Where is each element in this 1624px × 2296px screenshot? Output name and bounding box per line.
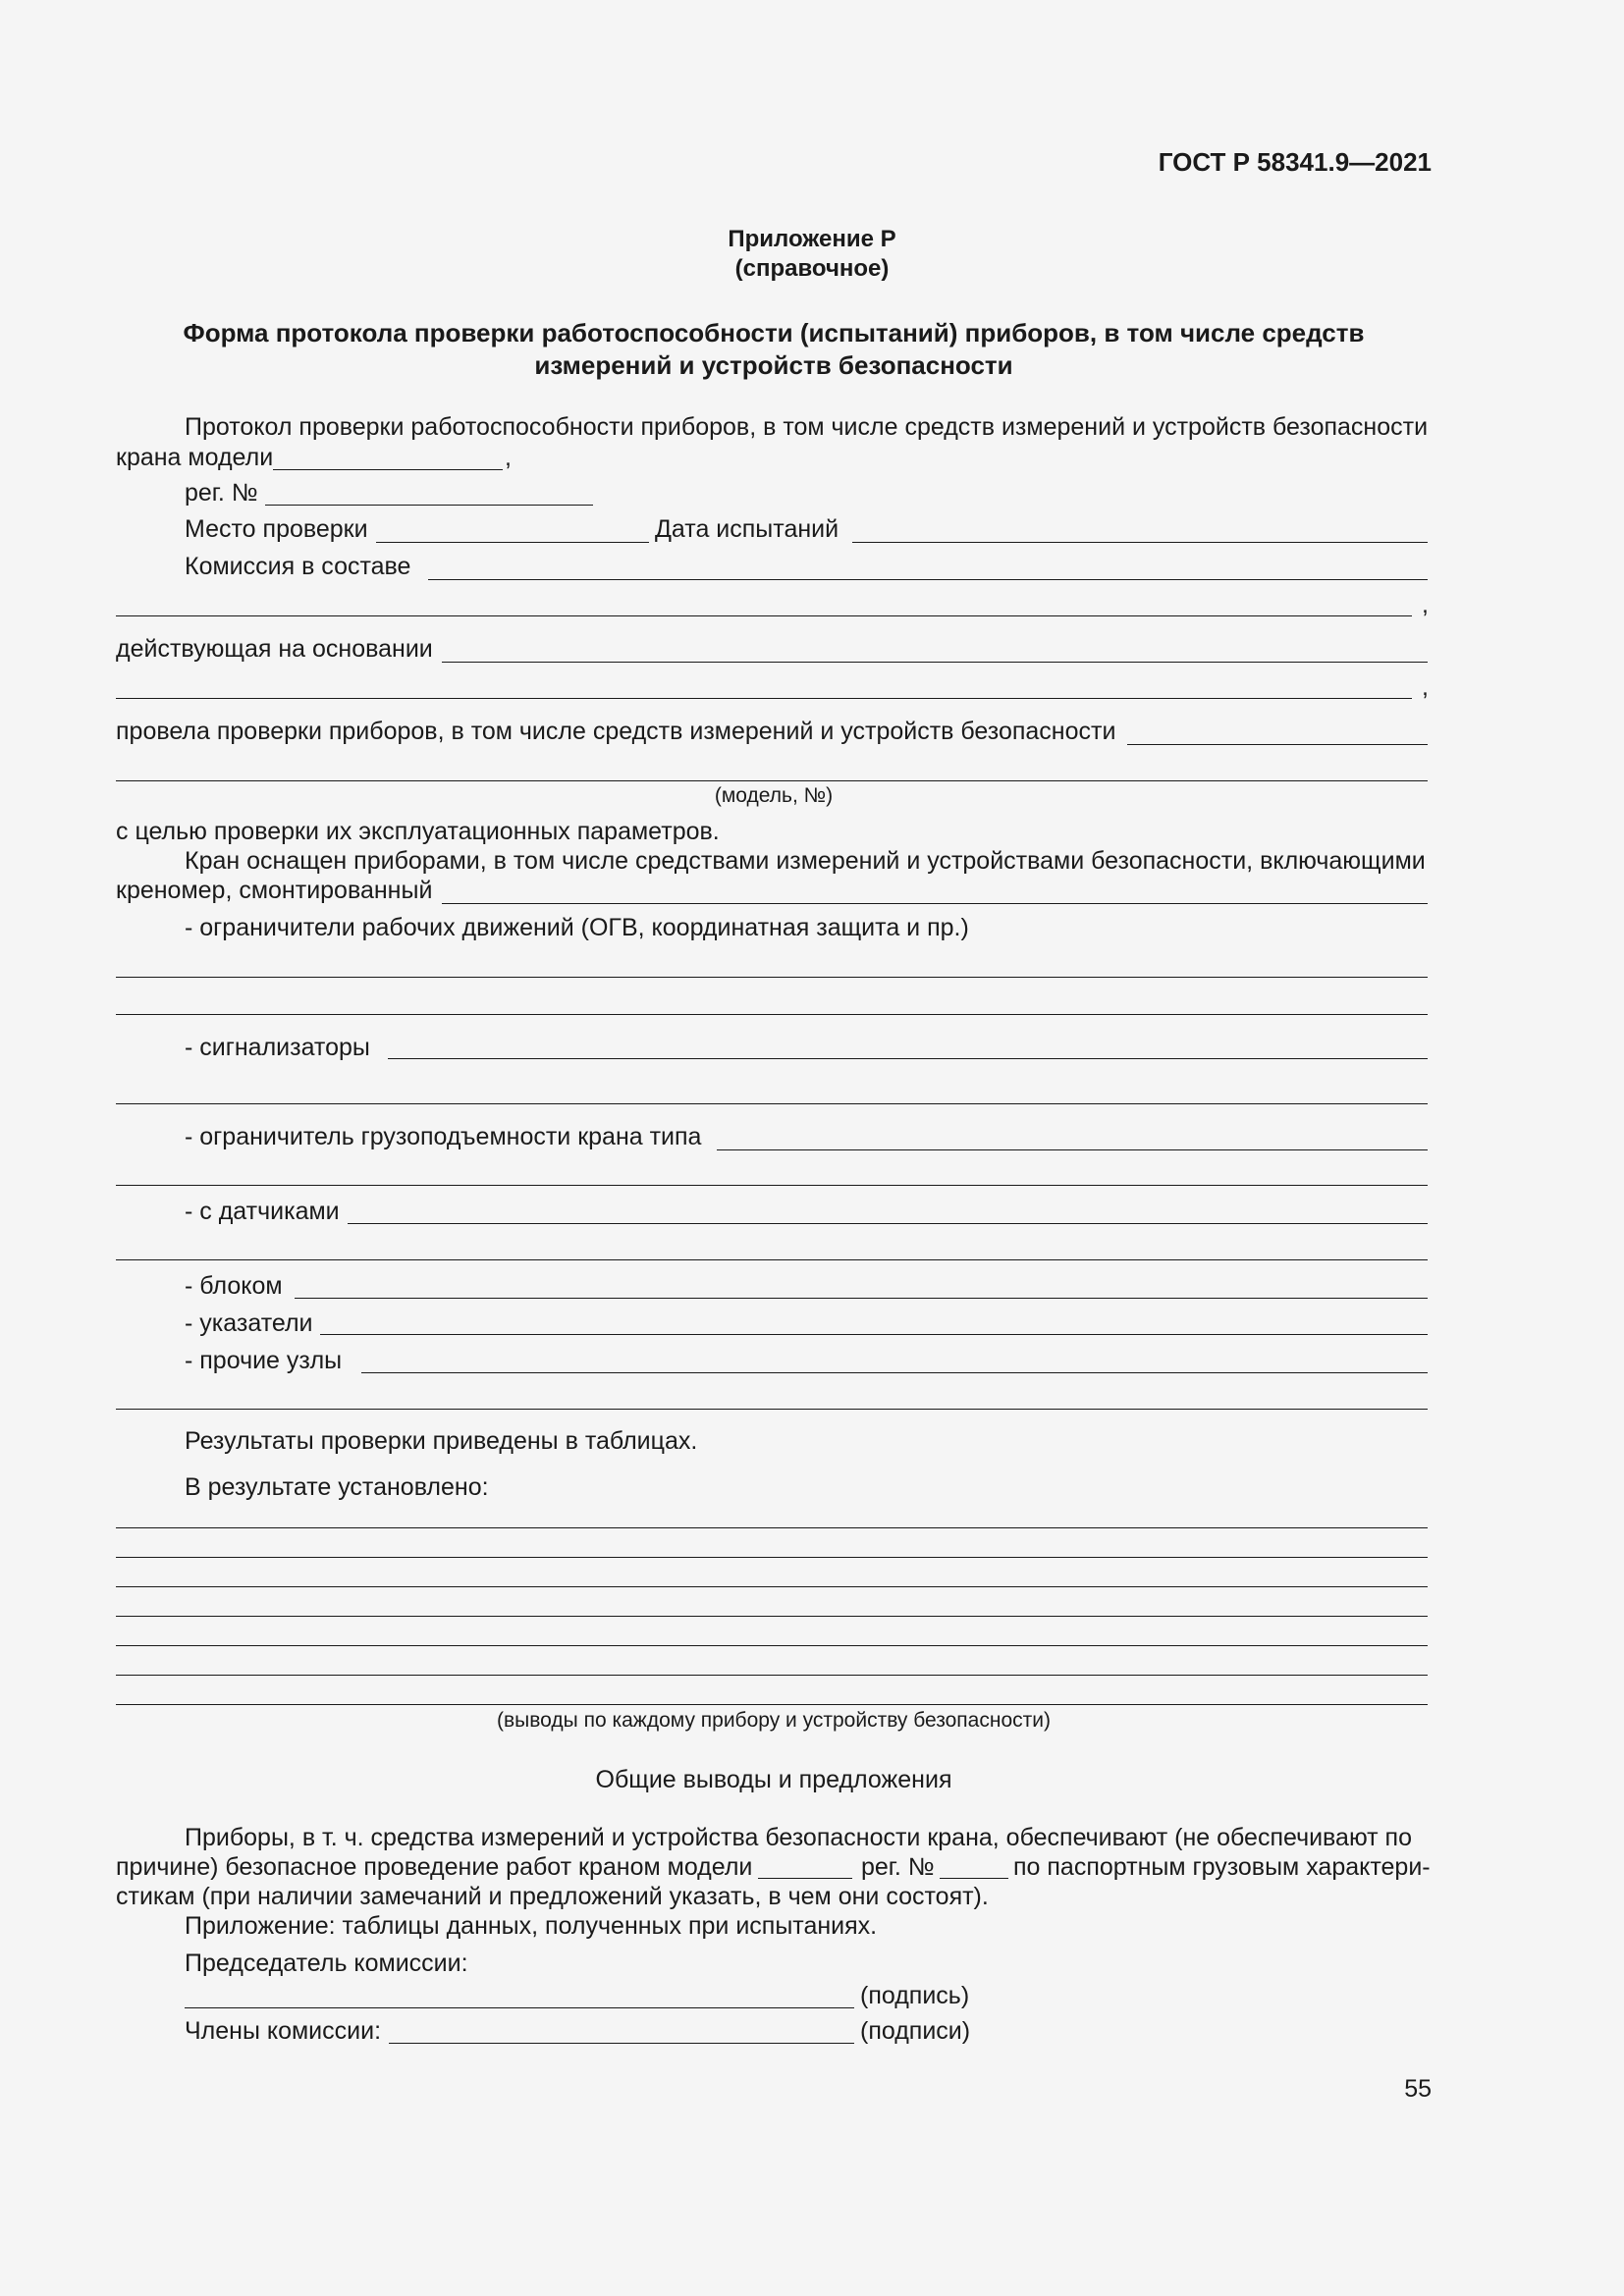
signature-note: (подпись) xyxy=(860,1982,970,2009)
appendix-subtitle: (справочное) xyxy=(734,255,890,282)
model-field[interactable] xyxy=(116,780,1428,781)
performed-label: провела проверки приборов, в том числе средств измерений и устройств безопасности xyxy=(116,718,1116,745)
commission-field-2[interactable] xyxy=(116,615,1412,616)
limiters-field-1[interactable] xyxy=(116,977,1428,978)
block-field[interactable] xyxy=(295,1298,1428,1299)
general-heading: Общие выводы и предложения xyxy=(595,1766,952,1793)
other-label: - прочие узлы xyxy=(185,1347,343,1374)
members-signature-field[interactable] xyxy=(389,2043,854,2044)
equipped-line2: креномер, смонтированный xyxy=(116,877,433,904)
conclusion-line-3[interactable] xyxy=(116,1586,1428,1587)
other-field-2[interactable] xyxy=(116,1409,1428,1410)
general-model-field[interactable] xyxy=(758,1878,852,1879)
chairman-signature-field[interactable] xyxy=(185,2007,854,2008)
indicators-field[interactable] xyxy=(320,1334,1428,1335)
sensors-label: - с датчиками xyxy=(185,1198,340,1225)
test-date-field[interactable] xyxy=(852,542,1428,543)
reg-no-label: рег. № xyxy=(185,479,258,507)
appendix-title: Приложение Р xyxy=(728,226,896,252)
crane-model-label: крана модели xyxy=(116,444,274,471)
performed-field[interactable] xyxy=(1127,744,1428,745)
results-text: Результаты проверки приведены в таблицах. xyxy=(185,1427,698,1455)
load-limiter-field[interactable] xyxy=(717,1149,1428,1150)
form-heading-line2: измерений и устройств безопасности xyxy=(534,350,1013,380)
conclusion-line-4[interactable] xyxy=(116,1616,1428,1617)
block-label: - блоком xyxy=(185,1272,283,1300)
signals-field-2[interactable] xyxy=(116,1103,1428,1104)
place-field[interactable] xyxy=(376,542,649,543)
place-label: Место проверки xyxy=(185,515,368,543)
acting-label: действующая на основании xyxy=(116,635,433,663)
attachment-text: Приложение: таблицы данных, полученных при испытаниях. xyxy=(185,1912,878,1940)
general-p1-line2a: причине) безопасное проведение работ краном модели xyxy=(116,1853,753,1881)
test-date-label: Дата испытаний xyxy=(655,515,839,543)
sensors-field[interactable] xyxy=(348,1223,1428,1224)
chairman-label: Председатель комиссии: xyxy=(185,1949,468,1977)
conclusions-note: (выводы по каждому прибору и устройству безопасности) xyxy=(497,1709,1051,1732)
signals-field[interactable] xyxy=(388,1058,1428,1059)
commission-field[interactable] xyxy=(428,579,1428,580)
established-text: В результате установлено: xyxy=(185,1473,489,1501)
standard-number: ГОСТ Р 58341.9—2021 xyxy=(1158,147,1432,177)
form-heading-line1: Форма протокола проверки работоспособности (испытаний) приборов, в том числе средств xyxy=(183,318,1365,347)
acting-field-2[interactable] xyxy=(116,698,1412,699)
signals-label: - сигнализаторы xyxy=(185,1034,370,1061)
indicators-label: - указатели xyxy=(185,1309,313,1337)
crane-model-field[interactable] xyxy=(273,469,503,470)
load-limiter-label: - ограничитель грузоподъемности крана типа xyxy=(185,1123,702,1150)
inclinometer-field[interactable] xyxy=(442,903,1428,904)
other-field[interactable] xyxy=(361,1372,1428,1373)
conclusion-line-5[interactable] xyxy=(116,1645,1428,1646)
equipped-line1: Кран оснащен приборами, в том числе средствами измерений и устройствами безопасности, включающими xyxy=(185,847,1426,875)
acting-field[interactable] xyxy=(442,662,1428,663)
general-p1-line2c: по паспортным грузовым характери- xyxy=(1013,1853,1431,1881)
comma: , xyxy=(1422,673,1429,701)
intro-line1: Протокол проверки работоспособности приборов, в том числе средств измерений и устройств безопасности xyxy=(185,413,1429,441)
commission-label: Комиссия в составе xyxy=(185,553,411,580)
limiters-label: - ограничители рабочих движений (ОГВ, координатная защита и пр.) xyxy=(185,914,969,941)
general-p1-line3: стикам (при наличии замечаний и предложений указать, в чем они состоят). xyxy=(116,1883,989,1910)
general-p1-line1: Приборы, в т. ч. средства измерений и устройства безопасности крана, обеспечивают (не обеспечивают по xyxy=(185,1824,1412,1851)
sensors-field-2[interactable] xyxy=(116,1259,1428,1260)
general-reg-field[interactable] xyxy=(940,1878,1008,1879)
conclusion-line-7[interactable] xyxy=(116,1704,1428,1705)
load-limiter-field-2[interactable] xyxy=(116,1185,1428,1186)
members-label: Члены комиссии: xyxy=(185,2017,382,2045)
purpose-text: с целью проверки их эксплуатационных параметров. xyxy=(116,818,720,845)
page-number: 55 xyxy=(1404,2075,1432,2103)
conclusion-line-2[interactable] xyxy=(116,1557,1428,1558)
comma: , xyxy=(505,444,512,471)
conclusion-line-6[interactable] xyxy=(116,1675,1428,1676)
comma: , xyxy=(1422,591,1429,618)
signatures-note: (подписи) xyxy=(860,2017,971,2045)
limiters-field-2[interactable] xyxy=(116,1014,1428,1015)
general-p1-line2b: рег. № xyxy=(861,1853,935,1881)
reg-no-field[interactable] xyxy=(265,505,593,506)
model-note: (модель, №) xyxy=(714,784,834,807)
conclusion-line-1[interactable] xyxy=(116,1527,1428,1528)
